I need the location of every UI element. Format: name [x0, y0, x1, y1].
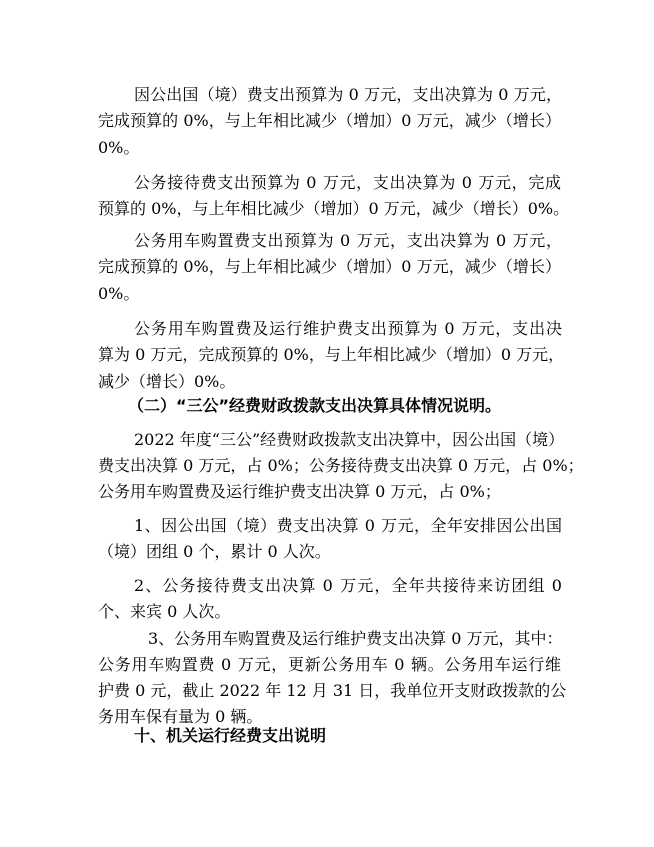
text-line: 0%。	[98, 284, 140, 303]
text-line: 费支出决算 0 万元，占 0%；公务接待费支出决算 0 万元，占 0%；	[98, 456, 584, 475]
text-line: 公务用车购置费及运行维护费支出决算 0 万元，占 0%；	[98, 482, 501, 501]
text-line: 公务用车购置费支出预算为 0 万元，支出决算为 0 万元，	[134, 231, 563, 250]
text-line: 公务用车购置费 0 万元，更新公务用车 0 辆。公务用车运行维	[98, 655, 562, 674]
text-line: 公务用车购置费及运行维护费支出预算为 0 万元，支出决	[134, 319, 563, 338]
text-line: 预算的 0%，与上年相比减少（增加）0 万元，减少（增长）0%。	[98, 199, 570, 218]
text-line: 个、来宾 0 人次。	[98, 602, 231, 621]
text-line: 减少（增长）0%。	[98, 372, 236, 391]
text-line: 护费 0 元，截止 2022 年 12 月 31 日，我单位开支财政拨款的公	[98, 681, 567, 700]
text-line: 公务接待费支出预算为 0 万元，支出决算为 0 万元，完成	[134, 173, 562, 192]
text-line: 完成预算的 0%，与上年相比减少（增加）0 万元，减少（增长）	[98, 257, 562, 276]
text-line: 1、因公出国（境）费支出决算 0 万元，全年安排因公出国	[134, 516, 563, 535]
text-line: 算为 0 万元，完成预算的 0%，与上年相比减少（增加）0 万元，	[98, 345, 565, 364]
section-heading: （二）“三公”经费财政拨款支出决算具体情况说明。	[128, 396, 502, 415]
section-heading: 十、机关运行经费支出说明	[134, 726, 327, 745]
text-line: 0%。	[98, 138, 140, 157]
text-line: 务用车保有量为 0 辆。	[98, 707, 263, 726]
text-line: 3、公务用车购置费及运行维护费支出决算 0 万元，其中：	[148, 629, 563, 648]
text-line: 因公出国（境）费支出预算为 0 万元，支出决算为 0 万元，	[134, 85, 563, 104]
text-line: 完成预算的 0%，与上年相比减少（增加）0 万元，减少（增长）	[98, 111, 562, 130]
text-line: 2022 年度“三公”经费财政拨款支出决算中，因公出国（境）	[134, 430, 565, 449]
text-line: 2、公务接待费支出决算 0 万元，全年共接待来访团组 0	[134, 576, 564, 595]
text-line: （境）团组 0 个，累计 0 人次。	[98, 542, 331, 561]
